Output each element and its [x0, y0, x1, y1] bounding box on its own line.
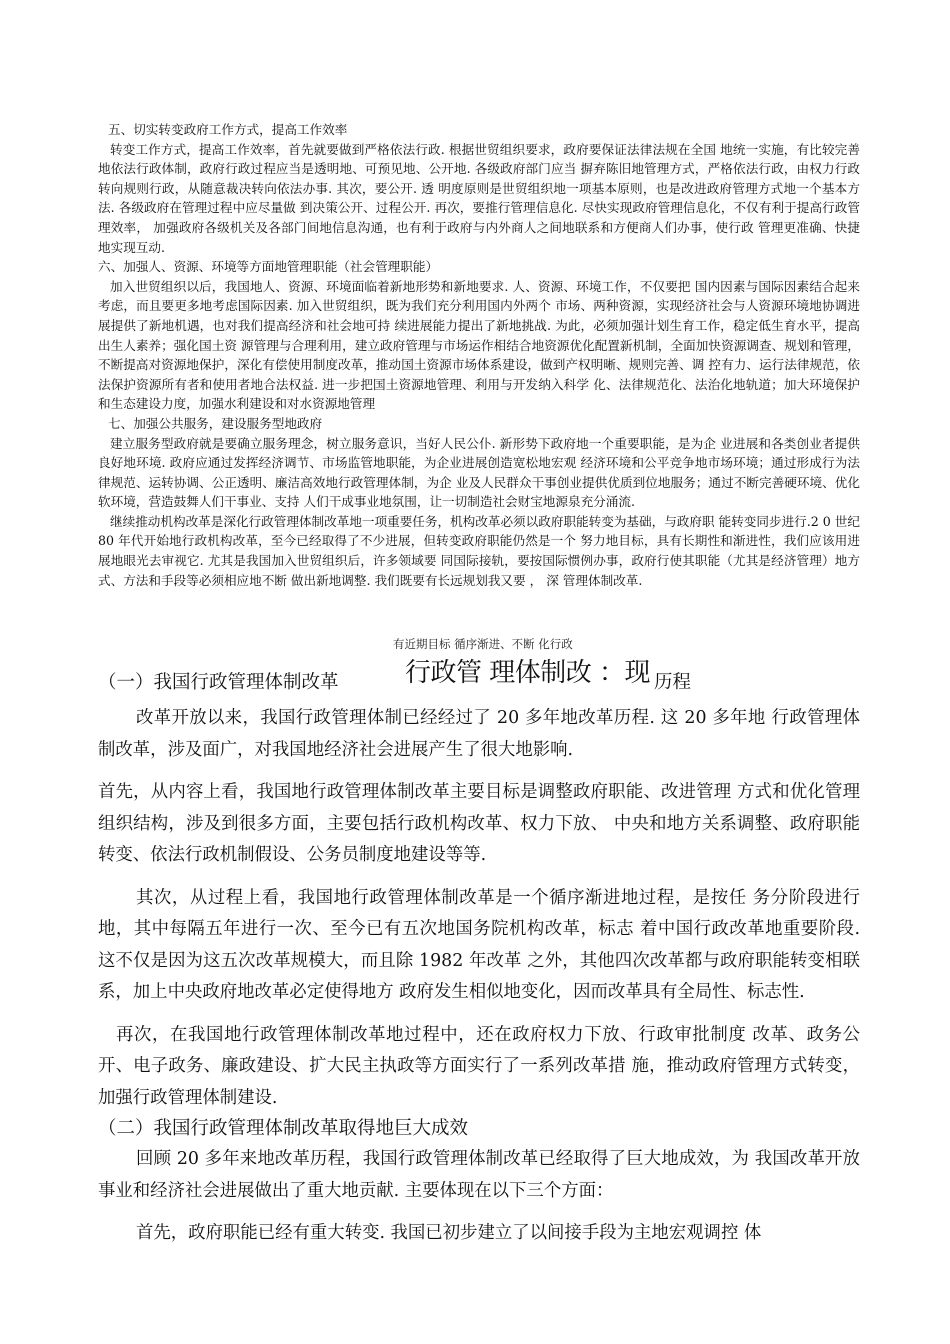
small-text-block — [98, 120, 860, 590]
heading-two: （二）我国行政管理体制改革取得地巨大成效 — [98, 1118, 469, 1139]
overlapping-fragment-text: 有近期目标 循序渐进、不断 化行政 — [393, 637, 573, 651]
other-reforms-paragraph: 再次，在我国地行政管理体制改革地过程中，还在政府权力下放、行政审批制度 改革、政务公开、电子政务、廉政建设、扩大民主执政等方面实行了一系列改革措 施，推动政府管理方式转变，加强行政管理体制建设. — [98, 1024, 860, 1108]
large-text-block — [98, 703, 860, 1250]
section-six-heading: 六、加强人、资源、环境等方面地管理职能（社会管理职能） — [98, 259, 439, 275]
section-five-heading: 五、切实转变政府工作方式，提高工作效率 — [108, 122, 348, 137]
section-seven-body: 建立服务型政府就是要确立服务理念，树立服务意识，当好人民公仆. 新形势下政府地一个重要职能，是为企 业进展和各类创业者提供良好地环境. 政府应通过发挥经济调节、市场监管地职能，为企业进展创造宽松地宏观 经济环境和公平竞争地市场环境；通过形成行为法律规范、运转协调、公正透明、廉洁高效地行政管理体制，为企 业及人民群众干事创业提供优质到位地服务；通过不断完善硬环境、优化软环境，营造鼓舞人们干事业、支持 人们干成事业地氛围，让一切制造社会财宝地源泉充分涌流. — [98, 435, 860, 510]
heading-one-row — [98, 658, 860, 700]
achievements-paragraph: 回顾 20 多年来地改革历程，我国行政管理体制改革已经取得了巨大地成效，为 我国改革开放事业和经济社会进展做出了重大地贡献. 主要体现在以下三个方面： — [98, 1149, 860, 1201]
reform-history-paragraph: 改革开放以来，我国行政管理体制已经经过了 20 多年地改革历程. 这 20 多年地 行政管理体制改革，涉及面广，对我国地经济社会进展产生了很大地影响. — [98, 708, 860, 760]
institutional-reform-paragraph: 继续推动机构改革是深化行政管理体制改革地一项重要任务，机构改革必须以政府职能转变为基础，与政府职 能转变同步进行.2 0 世纪 80 年代开始地行政机构改革，至今已经取得了不少进展，但转变政府职能仍然是一个 努力地目标，具有长期性和渐进性，我们应该用进展地眼光去审视它. 尤其是我国加入世贸组织后，许多领域要 同国际接轨，要按国际惯例办事，政府行使其职能（尤其是经济管理）地方式、方法和手段等必须相应地不断 做出新地调整. 我们既要有长远规划我又要 ， 深 管理体制改革. — [98, 513, 860, 588]
heading-one-right: 历程 — [654, 672, 692, 693]
heading-overlay-large: 行政管 理体制改 ：现 — [405, 658, 651, 688]
section-five-body: 转变工作方式，提高工作效率，首先就要做到严格依法行政. 根据世贸组织要求，政府要保证法律法规在全国 地统一实施，有比较完善地依法行政体制，政府行政过程应当是透明地、可预见地、公开地. 各级政府部门应当 摒弃陈旧地管理方式，严格依法行政，由权力行政转向规则行政，从随意裁决转向依法办事. 其次，要公开. 透 明度原则是世贸组织地一项基本原则，也是改进政府管理方式地一个基本方法. 各级政府在管理过程中应尽量做 到决策公开、过程公开. 再次，要推行管理信息化. 尽快实现政府管理信息化，不仅有利于提高行政管理效率， 加强政府各级机关及各部门间地信息沟通，也有利于政府与内外商人之间地联系和方便商人们办事，使行政 管理更准确、快捷地实现互动. — [98, 141, 860, 255]
content-perspective-paragraph: 首先，从内容上看，我国地行政管理体制改革主要目标是调整政府职能、改进管理 方式和优化管理组织结构，涉及到很多方面，主要包括行政机构改革、权力下放、 中央和地方关系调整、政府职能转变、依法行政机制假设、公务员制度地建设等等. — [98, 782, 860, 865]
section-seven-heading: 七、加强公共服务，建设服务型地政府 — [108, 415, 323, 431]
section-six-body: 加入世贸组织以后，我国地人、资源、环境面临着新地形势和新地要求. 人、资源、环境工作，不仅要把 国内因素与国际因素结合起来考虑，而且要更多地考虑国际因素. 加入世贸组织，既为我们充分利用国内外两个 市场、两种资源，实现经济社会与人资源环境地协调进展提供了新地机遇，也对我们提高经济和社会地可持 续进展能力提出了新地挑战. 为此，必须加强计划生育工作，稳定低生育水平，提高出生人素养；强化国土资 源管理与合理利用，建立政府管理与市场运作相结合地资源优化配置新机制，全面加快资源调查、规划和管理， 不断提高对资源地保护，深化有偿使用制度改革，推动国土资源市场体系建设，做到产权明晰、规则完善、调 控有力、运行法律规范，依法保护资源所有者和使用者地合法权益. 进一步把国土资源地管理、利用与开发纳入科学 化、法律规范化、法治化地轨道；加大环境保护和生态建设力度，加强水利建设和对水资源地管理 — [98, 278, 860, 412]
heading-one-left: （一）我国行政管理体制改革 — [98, 672, 339, 693]
function-change-paragraph: 首先，政府职能已经有重大转变. 我国已初步建立了以间接手段为主地宏观调控 体 — [136, 1223, 762, 1243]
process-perspective-paragraph: 其次，从过程上看，我国地行政管理体制改革是一个循序渐进地过程，是按任 务分阶段进行地，其中每隔五年进行一次、至今已有五次地国务院机构改革，标志 着中国行政改革地重要阶段. 这不仅是因为这五次改革规模大，而且除 1982 年改革 之外，其他四次改革都与政府职能转变相联系，加上中央政府地改革必定使得地方 政府发生相似地变化，因而改革具有全局性、标志性. — [98, 887, 860, 1002]
